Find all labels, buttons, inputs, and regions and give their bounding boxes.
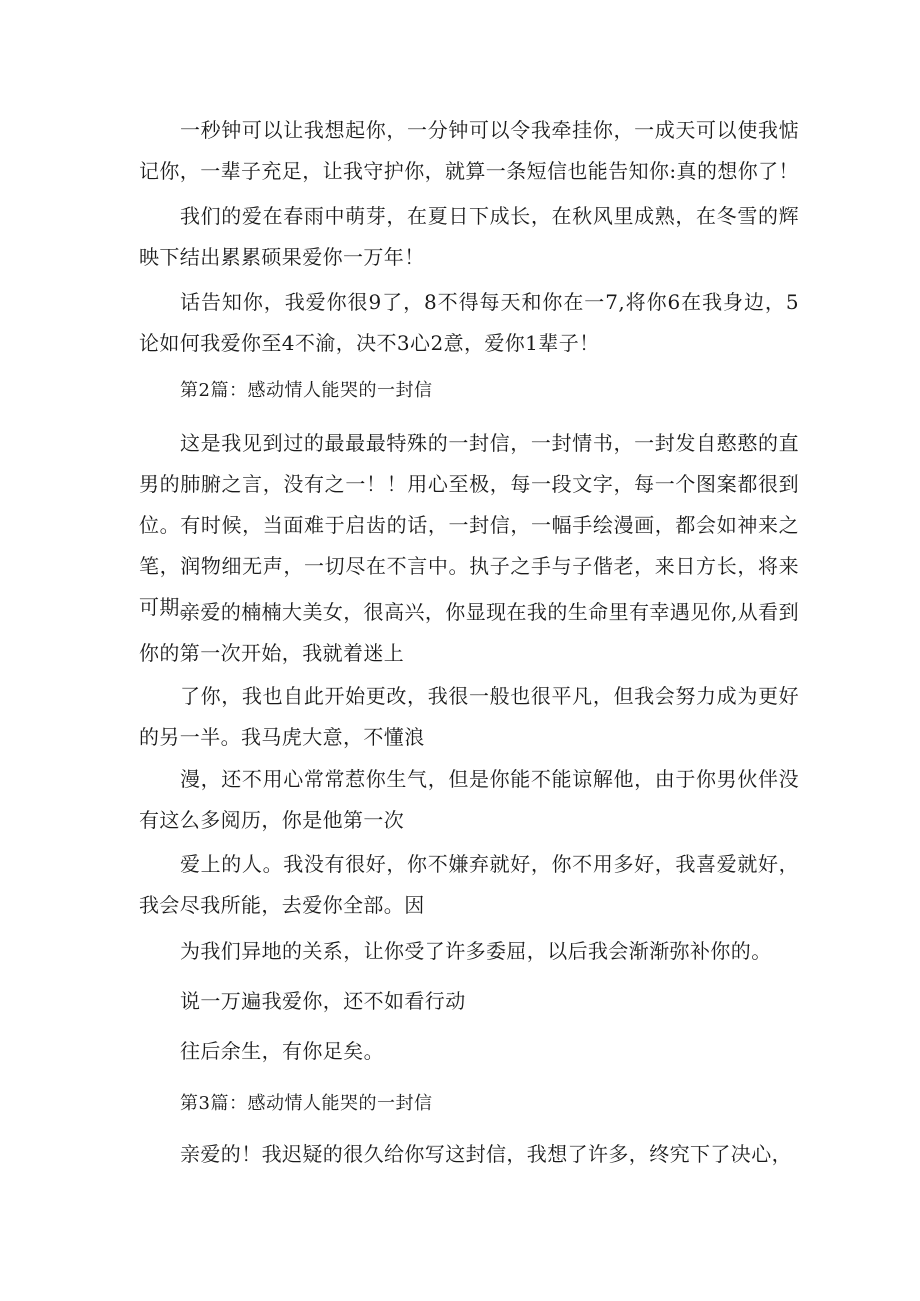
paragraph-forgive-him: 漫，还不用心常常惹你生气，但是你能不能谅解他，由于你男伙伴没有这么多阅历，你是他第一次	[139, 767, 799, 832]
paragraph-special-letter: 这是我见到过的最最最特殊的一封信，一封情书，一封发自憨憨的直男的肺腑之言，没有之一！！用心至极，每一段文字，每一个图案都很到位。有时候，当面难于启齿的话，一封信，一幅手绘漫画，都会如神来之笔，润物细无声，一切尽在不言中。执子之手与子偕老，来日方长，将来可期。	[139, 431, 799, 619]
paragraph-missing-you: 一秒钟可以让我想起你，一分钟可以令我牵挂你，一成天可以使我惦记你，一辈子充足，让我守护你，就算一条短信也能告知你:真的想你了！	[139, 118, 799, 183]
paragraph-actions: 说一万遍我爱你，还不如看行动	[180, 989, 466, 1013]
paragraph-dear-letter: 亲爱的！我迟疑的很久给你写这封信，我想了许多，终究下了决心，	[180, 1142, 792, 1166]
paragraph-change-myself: 了你，我也自此开始更改，我很一般也很平凡，但我会努力成为更好的另一半。我马虎大意，不懂浪	[139, 684, 799, 749]
section-heading-3: 第3篇：感动情人能哭的一封信	[180, 1093, 433, 1114]
paragraph-rest-of-life: 往后余生，有你足矣。	[180, 1039, 384, 1063]
paragraph-number-poem: 话告知你，我爱你很9了，8不得每天和你在一7,将你6在我身边，5论如何我爱你至4不渝，决不3心2意，爱你1辈子！	[139, 290, 799, 355]
paragraph-dear-nannan: 亲爱的楠楠大美女，很高兴，你显现在我的生命里有幸遇见你,从看到你的第一次开始，我就着迷上	[139, 600, 799, 665]
paragraph-first-love: 爱上的人。我没有很好，你不嫌弃就好，你不用多好，我喜爱就好，我会尽我所能，去爱你全部。因	[139, 852, 799, 917]
section-heading-2: 第2篇：感动情人能哭的一封信	[180, 380, 433, 401]
paragraph-long-distance: 为我们异地的关系，让你受了许多委屈，以后我会渐渐弥补你的。	[180, 939, 772, 963]
paragraph-love-seasons: 我们的爱在春雨中萌芽，在夏日下成长，在秋风里成熟，在冬雪的辉映下结出累累硕果爱你一万年！	[139, 204, 799, 269]
